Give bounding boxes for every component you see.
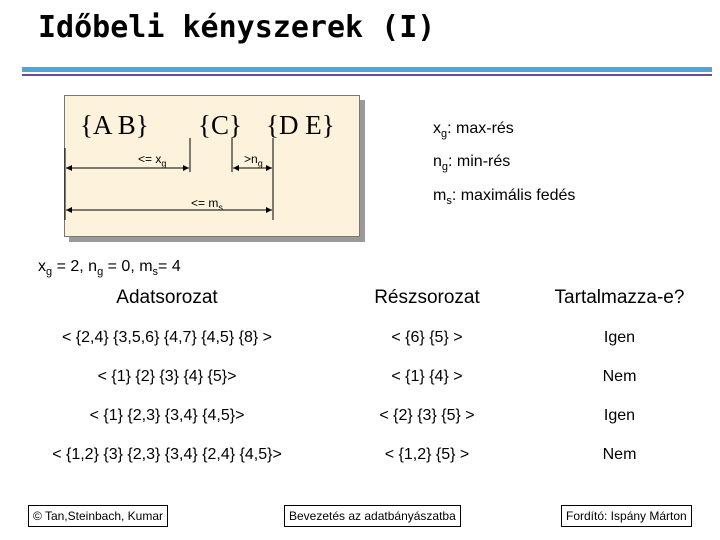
table-row xyxy=(22,357,697,396)
definition-max-gap: $x_g$: max-rés xyxy=(433,120,514,141)
element-ab: {A B} xyxy=(80,110,149,140)
table-row xyxy=(22,318,697,357)
definition-min-gap: $n_g$: min-rés xyxy=(433,153,511,174)
label-min-gap: $>n_g$ xyxy=(244,152,263,169)
examples-table xyxy=(22,278,697,474)
table-header-row xyxy=(22,278,697,318)
header-contains: Tartalmazza-e? xyxy=(554,287,685,308)
cell-contains: Igen xyxy=(603,406,636,424)
cell-subsequence: < {2} {3} {5} > xyxy=(379,406,475,424)
element-c: {C} xyxy=(198,110,242,140)
label-max-gap: <= $x_g$ xyxy=(138,152,167,169)
cell-data-sequence: < {1} {2,3} {3,4} {4,5}> xyxy=(89,406,245,424)
element-de: {D E} xyxy=(266,110,335,140)
footer-course-title: Bevezetés az adatbányászatba xyxy=(284,505,461,527)
table-row xyxy=(22,435,697,474)
cell-contains: Nem xyxy=(602,367,637,385)
cell-data-sequence: < {1} {2} {3} {4} {5}> xyxy=(97,367,237,385)
cell-data-sequence: < {1,2} {3} {2,3} {3,4} {2,4} {4,5}> xyxy=(52,445,282,463)
footer-translator: Fordító: Ispány Márton xyxy=(561,505,692,527)
cell-subsequence: < {1,2} {5} > xyxy=(384,445,470,463)
cell-subsequence: < {1} {4} > xyxy=(391,367,463,385)
cell-data-sequence: < {2,4} {3,5,6} {4,7} {4,5} {8} > xyxy=(61,328,272,346)
parameter-values: $x_g = 2$, $n_g = 0$, $m_s= 4$ xyxy=(38,258,181,279)
cell-subsequence: < {6} {5} > xyxy=(391,328,463,346)
header-subsequence: Részsorozat xyxy=(374,287,480,308)
cell-contains: Nem xyxy=(602,445,637,463)
footer-copyright: © Tan,Steinbach, Kumar xyxy=(28,505,168,527)
label-max-span: <= $m_s$ xyxy=(191,196,223,213)
page-title: Időbeli kényszerek (I) xyxy=(38,10,436,45)
header-data-sequence: Adatsorozat xyxy=(116,287,218,308)
table-row xyxy=(22,396,697,435)
definition-max-span: $m_s$: maximális fedés xyxy=(433,187,576,208)
cell-contains: Igen xyxy=(603,328,636,346)
